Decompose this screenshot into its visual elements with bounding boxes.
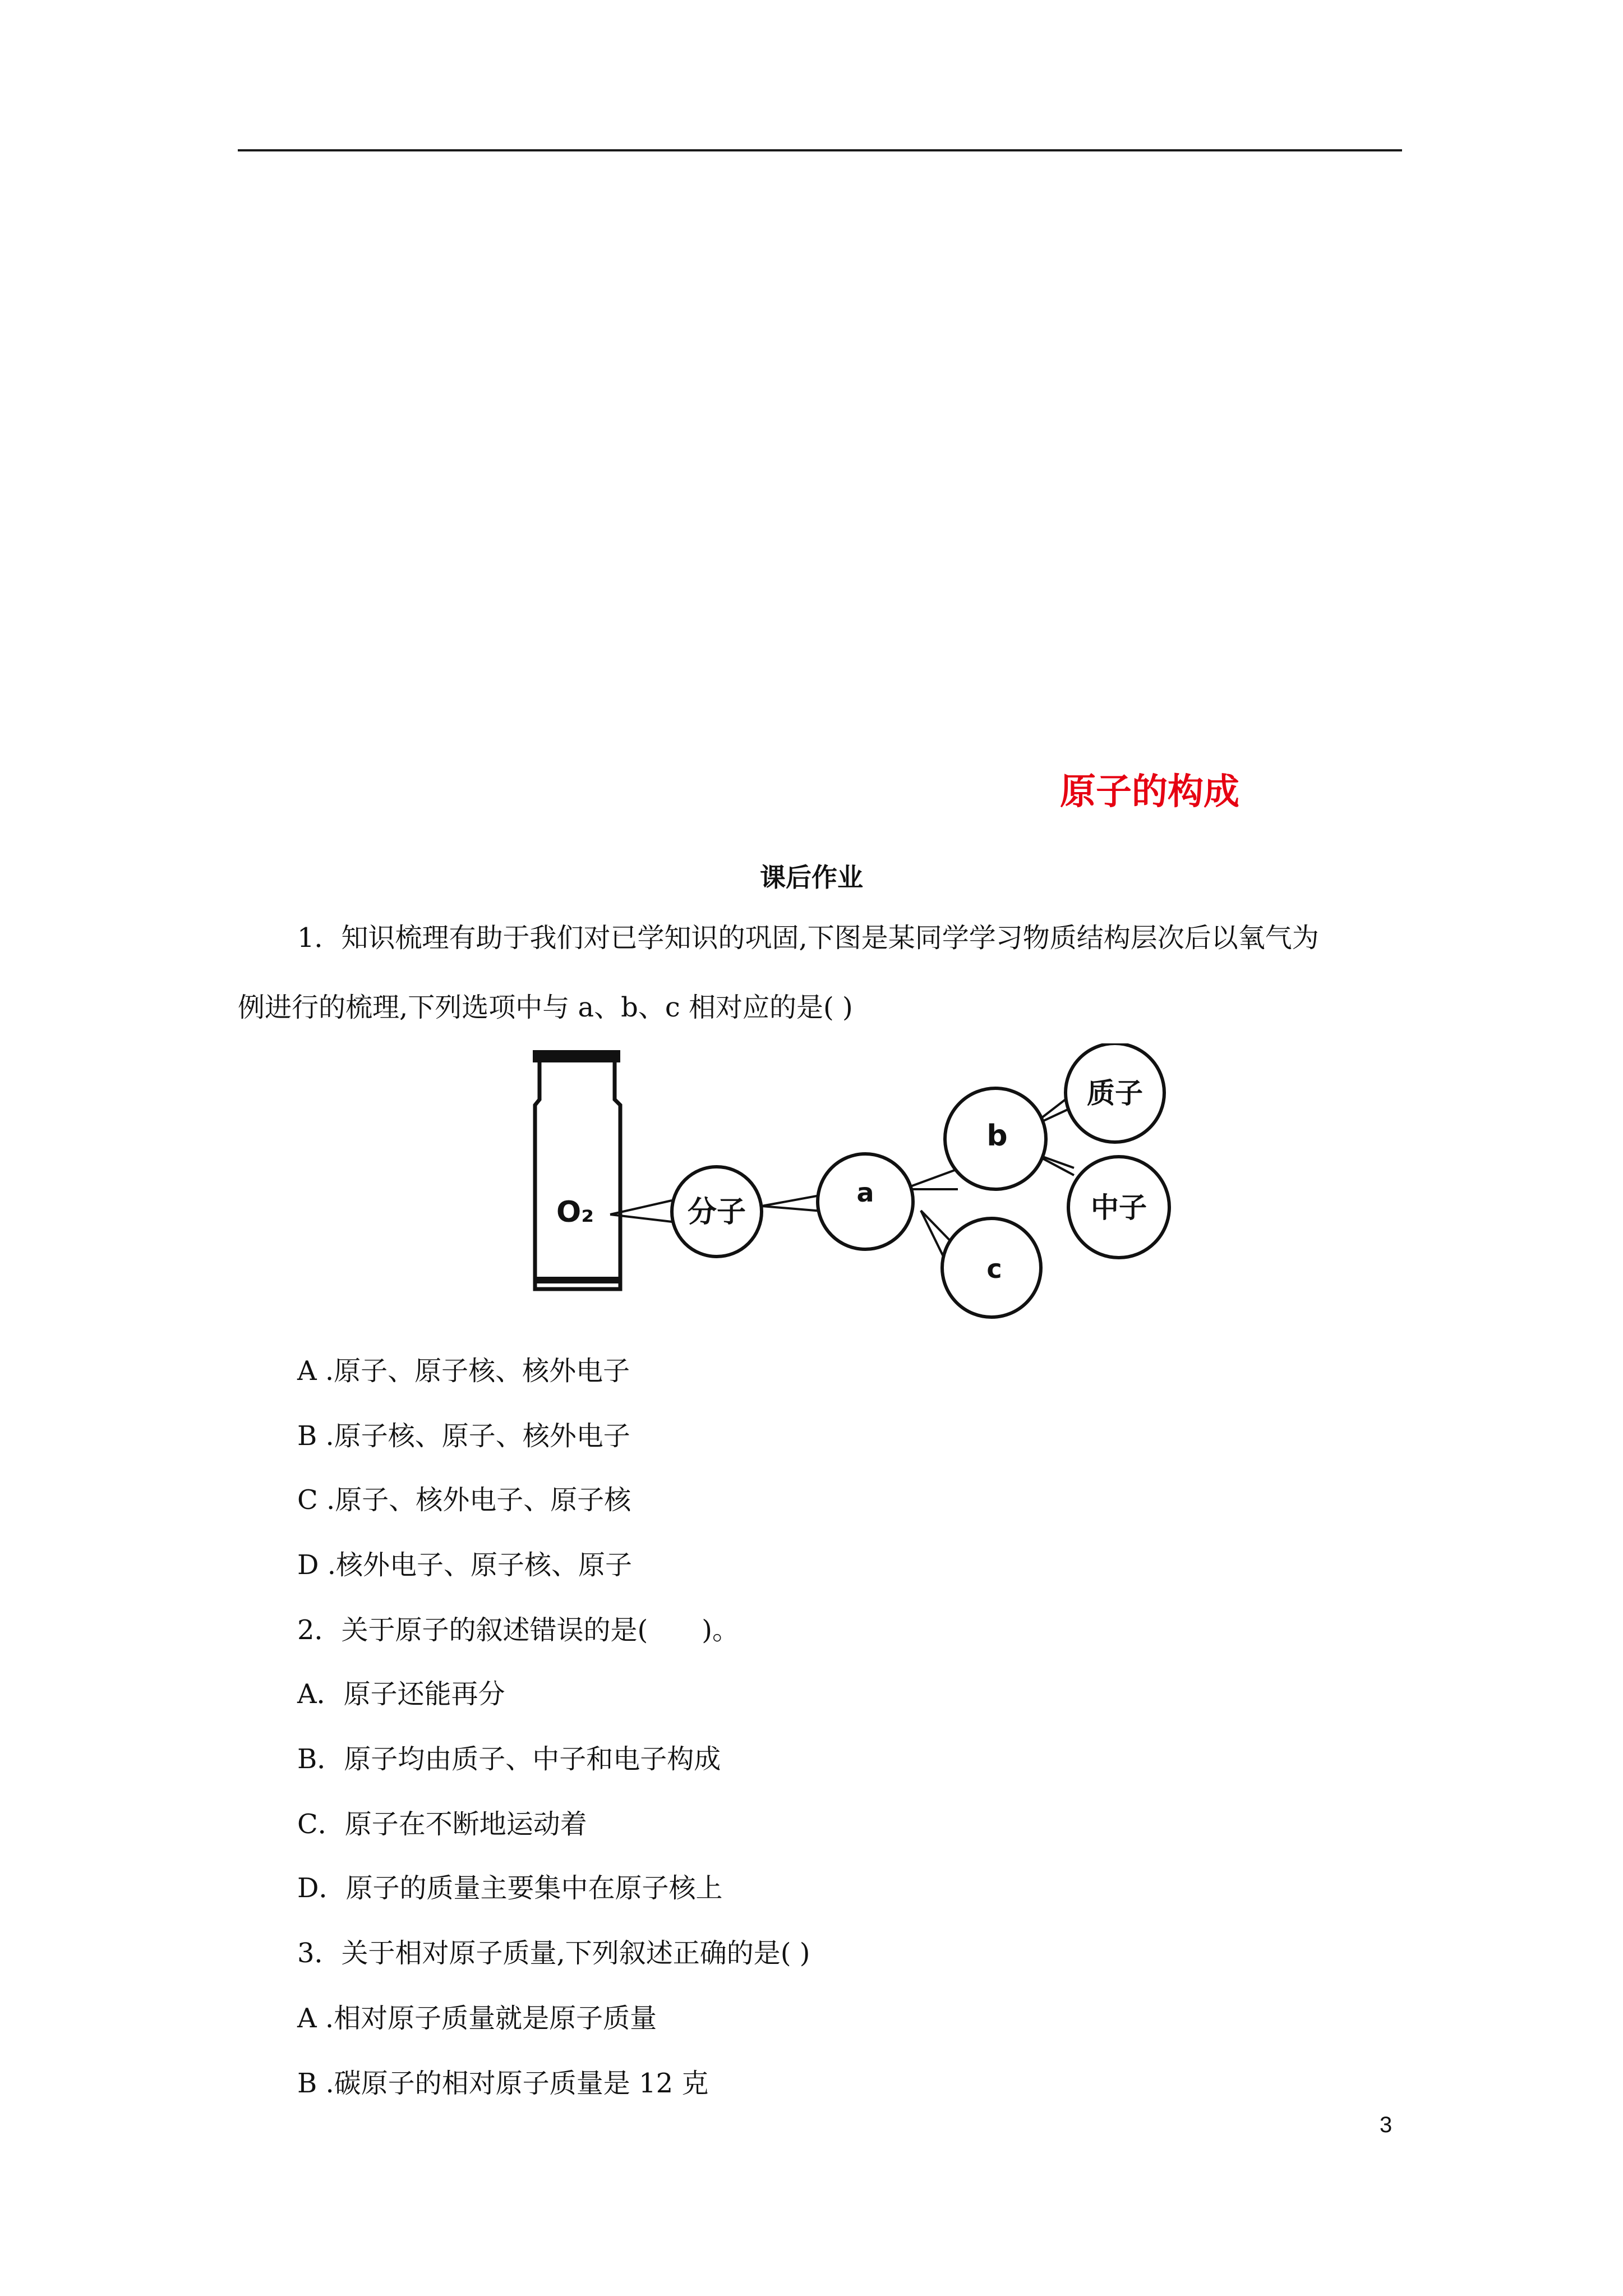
q3-option-b: B .碳原子的相对原子质量是 12 克 [297,2068,709,2099]
diagram-svg [522,1043,1183,1329]
neutron-label: 中子 [1091,1191,1147,1224]
q1-stem-line2: 例进行的梳理,下列选项中与 a、b、c 相对应的是( ) [238,992,853,1023]
header-rule [238,149,1402,151]
page-title: 原子的构成 [1060,771,1239,813]
label-a: a [856,1177,874,1208]
q1-option-b: B .原子核、原子、核外电子 [297,1420,630,1452]
q1-stem-line1: 1．知识梳理有助于我们对已学知识的巩固,下图是某同学学习物质结构层次后以氧气为 [297,922,1319,954]
q2-option-c: C．原子在不断地运动着 [297,1809,587,1840]
q2-option-d: D．原子的质量主要集中在原子核上 [297,1872,723,1904]
page-number: 3 [1380,2113,1393,2137]
q3-option-a: A .相对原子质量就是原子质量 [297,2003,657,2034]
q1-option-c: C .原子、核外电子、原子核 [297,1484,631,1516]
label-b: b [986,1119,1008,1153]
section-subtitle: 课后作业 [760,862,863,892]
q3-stem: 3．关于相对原子质量,下列叙述正确的是( ) [297,1938,810,1969]
oxygen-structure-diagram [522,1043,1183,1329]
proton-label: 质子 [1087,1077,1143,1110]
q2-stem: 2．关于原子的叙述错误的是( )。 [297,1614,739,1646]
bottle-label: O₂ [556,1195,594,1229]
q2-option-a: A．原子还能再分 [297,1678,505,1710]
reagent-bottle-icon [533,1050,620,1289]
q2-option-b: B．原子均由质子、中子和电子构成 [297,1743,721,1775]
molecule-label: 分子 [687,1195,746,1229]
q1-option-a: A .原子、原子核、核外电子 [297,1355,630,1387]
label-c: c [986,1254,1002,1284]
q1-option-d: D .核外电子、原子核、原子 [297,1549,633,1581]
